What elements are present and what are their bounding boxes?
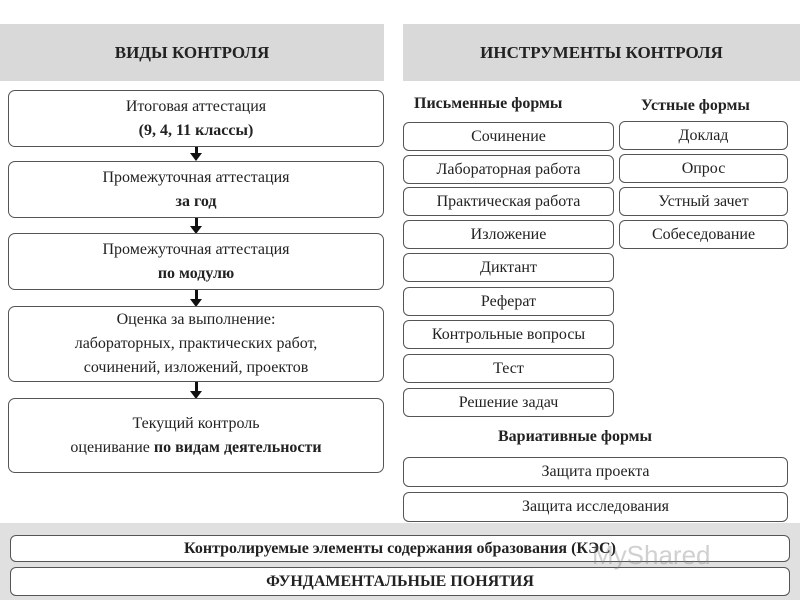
watermark-text: MyShared: [592, 540, 711, 570]
control-type-interim-year: [8, 161, 384, 218]
control-type-interim-module: [8, 233, 384, 290]
written-form-item: Решение задач: [403, 388, 614, 417]
control-type-final: [8, 90, 384, 147]
watermark-logo: [592, 540, 711, 571]
header-control-tools: [403, 24, 800, 81]
written-form-item: Лабораторная работа: [403, 155, 614, 184]
written-form-item: Диктант: [403, 253, 614, 282]
control-type-interim-module-line2: по модулю: [157, 264, 235, 282]
fundamental-concepts-label: ФУНДАМЕНТАЛЬНЫЕ ПОНЯТИЯ: [266, 572, 534, 590]
header-control-types-label: ВИДЫ КОНТРОЛЯ: [114, 42, 270, 62]
oral-form-item: Опрос: [619, 154, 788, 183]
control-type-current-line2: [70, 436, 321, 460]
header-control-types: [0, 24, 384, 81]
kes-bar-label: Контролируемые элементы содержания образования (КЭС): [184, 539, 616, 557]
variative-forms-title: Вариативные формы: [498, 428, 653, 445]
control-type-current: [8, 398, 384, 473]
fundamental-concepts-bar: [10, 567, 790, 596]
control-type-assessment: [8, 306, 384, 382]
written-form-item: Сочинение: [403, 122, 614, 151]
written-form-item: Изложение: [403, 220, 614, 249]
control-type-current-line1: Текущий контроль: [132, 414, 260, 432]
header-control-tools-label: ИНСТРУМЕНТЫ КОНТРОЛЯ: [480, 42, 723, 62]
control-type-interim-year-line2: за год: [175, 192, 217, 210]
written-form-item: Тест: [403, 354, 614, 383]
control-type-final-line1: Итоговая аттестация: [125, 97, 267, 115]
control-type-current-line2-bold: по видам деятельности: [153, 438, 322, 456]
control-type-interim-year-line1: Промежуточная аттестация: [102, 168, 290, 186]
oral-form-item: Доклад: [619, 121, 788, 150]
written-form-item: Практическая работа: [403, 187, 614, 216]
oral-form-item: Собеседование: [619, 220, 788, 249]
control-type-final-line2: (9, 4, 11 классы): [138, 121, 254, 139]
variative-form-item: Защита исследования: [403, 492, 788, 522]
oral-form-item: Устный зачет: [619, 187, 788, 216]
written-forms-title: Письменные формы: [414, 95, 563, 112]
written-form-item: Контрольные вопросы: [403, 320, 614, 349]
control-type-assessment-line3: сочинений, изложений, проектов: [83, 359, 309, 376]
written-form-item: Реферат: [403, 287, 614, 316]
control-type-current-line2-normal: оценивание: [70, 438, 154, 456]
oral-forms-title: Устные формы: [641, 97, 750, 114]
control-type-assessment-line2: лабораторных, практических работ,: [74, 335, 318, 352]
variative-form-item: Защита проекта: [403, 457, 788, 487]
control-type-assessment-line1: Оценка за выполнение:: [116, 311, 276, 328]
control-type-interim-module-line1: Промежуточная аттестация: [102, 240, 290, 258]
